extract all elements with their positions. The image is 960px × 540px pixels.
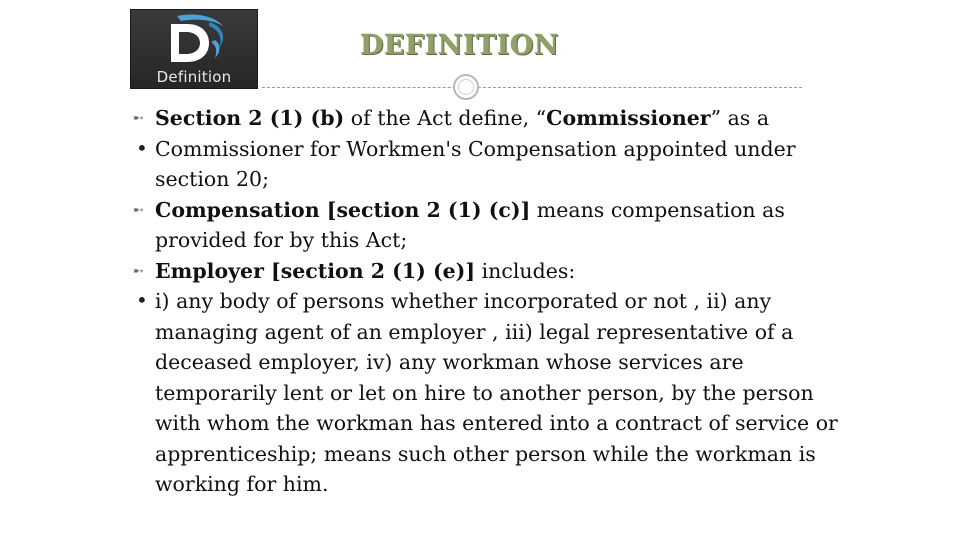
slide-title: DEFINITION [360,30,560,61]
arrow-bullet-icon: ➸ [133,263,144,279]
arrow-bullet-icon: ➸ [133,111,144,126]
definition-content [133,103,853,500]
term: Compensation [section 2 (1) (c)] [155,197,531,222]
dot-bullet-icon: • [136,135,148,160]
para-text: of the Act define, “ [344,106,547,130]
definition-logo [130,9,258,89]
logo-d-icon [131,10,259,70]
dot-bullet-icon: • [136,288,148,312]
term: Commissioner [546,106,711,130]
para-text: ” as a [710,106,770,130]
arrow-bullet-icon: ➸ [133,202,144,218]
para-text: means compensation as provided for by this Act; [155,197,785,252]
para-employer-definition [133,286,853,500]
term: Employer [section 2 (1) (e)] [155,258,476,283]
para-commissioner-heading [133,103,853,134]
para-employer-heading [133,256,853,287]
logo-label: Definition [156,68,232,86]
divider-ring-ornament [453,74,479,100]
para-text: includes: [475,258,576,283]
title-divider [262,87,802,88]
para-compensation [133,195,853,256]
para-commissioner-definition [133,134,853,195]
section-ref: Section 2 (1) (b) [155,106,345,130]
para-text: Commissioner for Workmen's Compensation appointed under section 20; [155,136,796,191]
para-text: i) any body of persons whether incorporated or not , ii) any managing agent of an employer , iii) legal representative of a deceased employer, iv) any workman whose services are temporarily lent or let on hire to another person, by the person with whom the workman has entered into a contract of service or apprenticeship; means such other person while the workman is working for him. [155,289,838,496]
